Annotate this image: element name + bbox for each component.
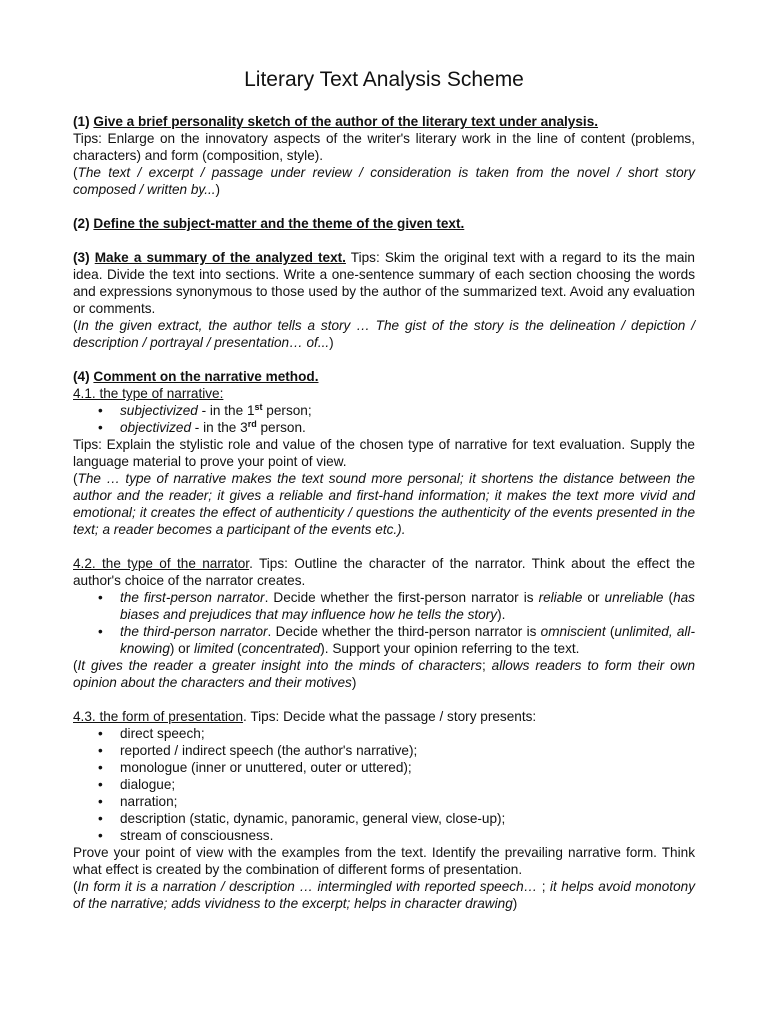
section-3-body [73,249,695,317]
list-item: • stream of consciousness. [73,827,695,844]
section-1 [73,113,695,198]
subsection-4-1-tips: Tips: Explain the stylistic role and value of the chosen type of narrative for text evaluation. Supply the language material to prove your point of view. [73,437,695,469]
section-4-heading [73,368,695,385]
subsection-4-2-intro: 4.2. the type of the narrator. Tips: Outline the character of the narrator. Think about the effect the author's choice of the narrator creates. [73,556,696,588]
list-item: • direct speech; [73,725,695,742]
subsection-4-3-title: 4.3. the form of presentation [73,709,244,724]
list-item: • narration; [73,793,695,810]
list-item: • the third-person narrator. Decide whether the third-person narrator is omniscient (unlimited, all-knowing) or limited (concentrated). Support your opinion referring to the text. [73,623,695,657]
list-item: • objectivized - in the 3rd person. [73,419,695,436]
list-item: • subjectivized - in the 1st person; [73,402,695,419]
section-number: (2) [73,216,90,231]
subsection-4-3-intro: 4.3. the form of presentation. Tips: Decide what the passage / story presents: [73,709,537,724]
subsection-4-2-example: (It gives the reader a greater insight into the minds of characters; allows readers to form their own opinion about the characters and their motives) [73,658,696,690]
section-2-heading [73,215,695,232]
section-3-example: (In the given extract, the author tells a story … The gist of the story is the delineation / depiction / description / portrayal / presentation… of...) [73,318,695,350]
list-item: • reported / indirect speech (the author's narrative); [73,742,695,759]
list-item: • dialogue; [73,776,695,793]
section-number: (3) [73,250,90,265]
subsection-4-1-title: 4.1. the type of narrative: [73,386,224,401]
section-3-tips: Tips: Skim the original text with a regard to its the main idea. Divide the text into sections. Write a one-sentence summary of each section choosing the words and expressions synonymous to those used by the author of the summarized text. Avoid any evaluation or comments. [73,250,695,316]
section-1-tips: Tips: Enlarge on the innovatory aspects of the writer's literary work in the line of content (problems, characters) and form (composition, style). [73,131,695,163]
section-number: (4) [73,369,90,384]
section-title: Make a summary of the analyzed text. [94,250,346,265]
subsection-4-3-example: (In form it is a narration / description … intermingled with reported speech… ; it helps avoid monotony of the narrative; adds vividness to the excerpt; helps in character drawing) [73,879,695,911]
example-text: In the given extract, the author tells a story … The gist of the story is the delineation / depiction / description / portrayal / presentation… of... [73,318,695,350]
subsection-4-2-title: 4.2. the type of the narrator [73,556,250,571]
section-1-heading [73,113,695,130]
list-item: • monologue (inner or unuttered, outer or uttered); [73,759,695,776]
list-item: • description (static, dynamic, panoramic, general view, close-up); [73,810,695,827]
section-2 [73,215,695,232]
section-1-example: (The text / excerpt / passage under review / consideration is taken from the novel / short story composed / written by...) [73,165,695,197]
narrator-type-list [73,589,695,657]
section-title: Give a brief personality sketch of the author of the literary text under analysis. [93,114,599,129]
example-text: The text / excerpt / passage under review / consideration is taken from the novel / short story composed / written by... [73,165,695,197]
subsection-4-3-prove: Prove your point of view with the examples from the text. Identify the prevailing narrative form. Think what effect is created by the combination of different forms of presentation. [73,845,695,877]
section-3 [73,249,695,351]
section-number: (1) [73,114,90,129]
page-title: Literary Text Analysis Scheme [244,68,524,91]
document-body [73,66,695,912]
section-4 [73,368,695,912]
presentation-forms-list [73,725,695,844]
section-title: Comment on the narrative method. [93,369,319,384]
subsection-4-1-example: (The … type of narrative makes the text sound more personal; it shortens the distance between the author and the reader; it gives a reliable and first-hand information; it makes the text more vivid and emotional; it creates the effect of authenticity / questions the authenticity of the events presented in the text; a reader becomes a participant of the events etc.). [73,471,695,537]
narrative-type-list [73,402,695,436]
example-text: The … type of narrative makes the text sound more personal; it shortens the distance between the author and the reader; it gives a reliable and first-hand information; it makes the text more vivid and emotional; it creates the effect of authenticity / questions the authenticity of the events presented in the text; a reader becomes a participant of the events etc.). [73,471,695,537]
section-title: Define the subject-matter and the theme of the given text. [93,216,465,231]
list-item: • the first-person narrator. Decide whether the first-person narrator is reliable or unreliable (has biases and prejudices that may influence how he tells the story). [73,589,695,623]
